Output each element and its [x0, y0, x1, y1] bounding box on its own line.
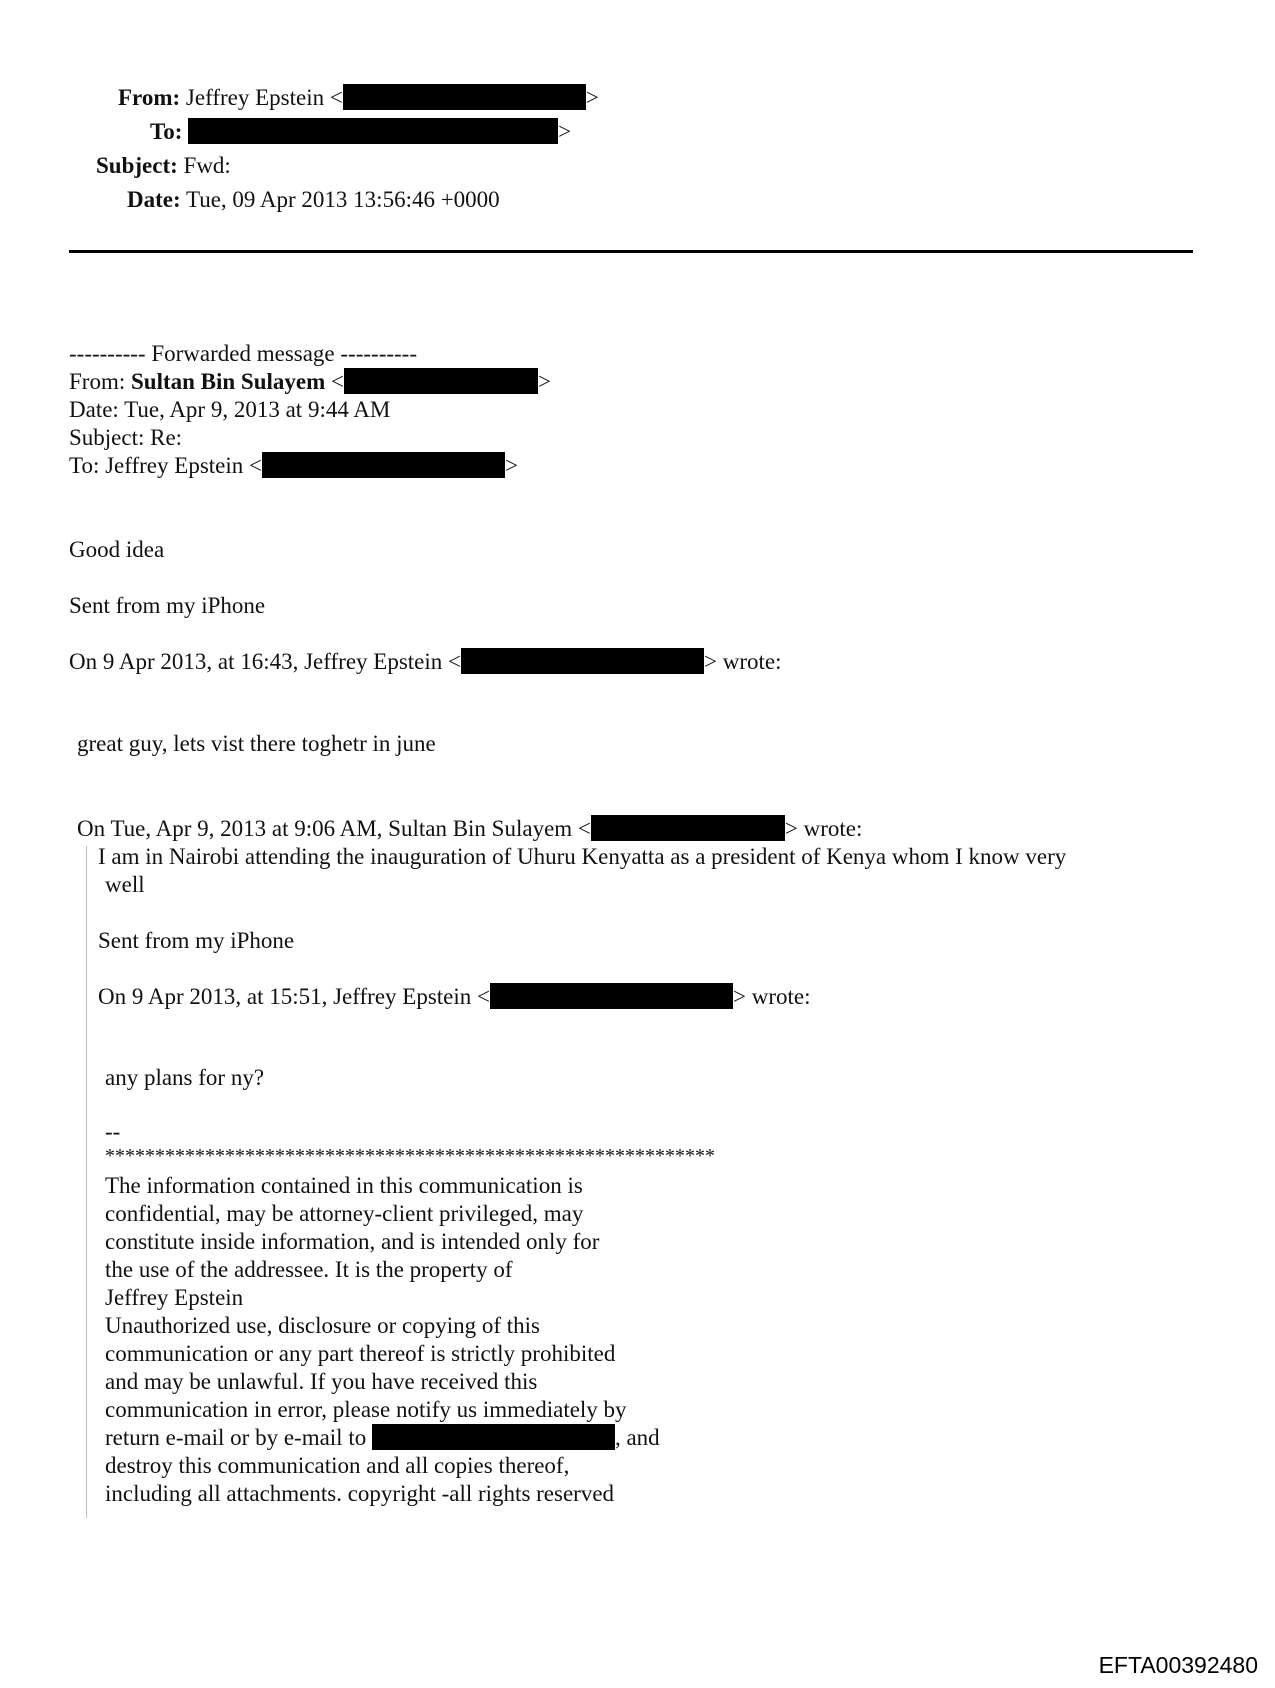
header-from-label: From: — [118, 85, 181, 110]
disclaimer-line: The information contained in this communication is — [105, 1173, 583, 1198]
redaction-box — [262, 452, 505, 478]
header-subject-label: Subject: — [96, 153, 178, 178]
quoted-message-cont: well — [105, 872, 145, 897]
quoted-message: I am in Nairobi attending the inauguration of Uhuru Kenyatta as a president of Kenya whom I know very — [98, 844, 1067, 869]
redaction-box — [344, 368, 538, 394]
quoted-message: any plans for ny? — [105, 1065, 265, 1090]
redaction-box — [188, 118, 558, 144]
angle-close: > — [558, 119, 572, 144]
document-id: EFTA00392480 — [1098, 1652, 1258, 1678]
quote-header-wrote: > wrote: — [784, 816, 863, 841]
reply-text: Good idea — [69, 537, 165, 562]
quoted-message: great guy, lets vist there toghetr in june — [77, 731, 436, 756]
quote-header — [69, 648, 781, 676]
disclaimer-line: the use of the addressee. It is the property of — [105, 1257, 513, 1282]
disclaimer-line: communication or any part thereof is strictly prohibited — [105, 1341, 616, 1366]
redaction-box — [461, 648, 704, 674]
forward-subject: Subject: Re: — [69, 425, 183, 450]
disclaimer-line: Jeffrey Epstein — [105, 1285, 244, 1310]
forward-to — [69, 452, 518, 480]
angle-open: < — [331, 369, 345, 394]
signature-line: Sent from my iPhone — [98, 928, 295, 953]
signature-dashes: -- — [105, 1119, 121, 1144]
quote-header-wrote: > wrote: — [704, 649, 782, 674]
header-divider — [69, 250, 1193, 253]
disclaimer-line: communication in error, please notify us immediately by — [105, 1397, 627, 1422]
quote-header-prefix: On 9 Apr 2013, at 16:43, Jeffrey Epstein < — [69, 649, 461, 674]
header-from-value: Jeffrey Epstein < — [185, 85, 343, 110]
forward-to-prefix: To: Jeffrey Epstein < — [69, 453, 262, 478]
quote-header-wrote: > wrote: — [733, 984, 811, 1009]
quote-header — [98, 983, 810, 1011]
disclaimer-line-text: return e-mail or by e-mail to — [105, 1425, 367, 1450]
disclaimer-line: constitute inside information, and is intended only for — [105, 1229, 600, 1254]
header-date-label: Date: — [127, 187, 181, 212]
disclaimer-line: including all attachments. copyright -all rights reserved — [105, 1481, 615, 1506]
disclaimer-line: Unauthorized use, disclosure or copying of this — [105, 1313, 540, 1338]
forward-from-name: Sultan Bin Sulayem — [130, 369, 326, 394]
header-to — [150, 118, 571, 146]
header-subject — [96, 152, 231, 180]
angle-close: > — [538, 369, 551, 394]
quote-header-prefix: On 9 Apr 2013, at 15:51, Jeffrey Epstein < — [98, 984, 490, 1009]
redaction-box — [343, 84, 586, 110]
disclaimer-and: , and — [614, 1425, 660, 1450]
header-to-label: To: — [150, 119, 183, 144]
quote-header — [77, 815, 862, 843]
disclaimer-line — [105, 1424, 660, 1452]
header-subject-value: Fwd: — [183, 153, 231, 178]
forward-from — [69, 368, 551, 396]
redaction-box — [372, 1424, 615, 1450]
disclaimer-line: destroy this communication and all copies thereof, — [105, 1453, 570, 1478]
forward-from-prefix: From: — [69, 369, 131, 394]
disclaimer-line: and may be unlawful. If you have received this — [105, 1369, 538, 1394]
header-date-value: Tue, 09 Apr 2013 13:56:46 +0000 — [185, 187, 500, 212]
angle-close: > — [585, 85, 599, 110]
disclaimer-line: confidential, may be attorney-client privileged, may — [105, 1201, 584, 1226]
forward-date: Date: Tue, Apr 9, 2013 at 9:44 AM — [69, 397, 391, 422]
angle-close: > — [504, 453, 518, 478]
forward-separator: ---------- Forwarded message ---------- — [69, 341, 417, 366]
redaction-box — [591, 815, 785, 841]
header-date — [127, 186, 500, 214]
header-from — [118, 84, 599, 112]
signature-line: Sent from my iPhone — [69, 593, 266, 618]
quote-bar — [86, 846, 87, 1518]
redaction-box — [490, 983, 733, 1009]
signature-stars: ************************************************************* — [105, 1145, 715, 1167]
quote-header-prefix: On Tue, Apr 9, 2013 at 9:06 AM, Sultan Bin Sulayem < — [77, 816, 591, 841]
